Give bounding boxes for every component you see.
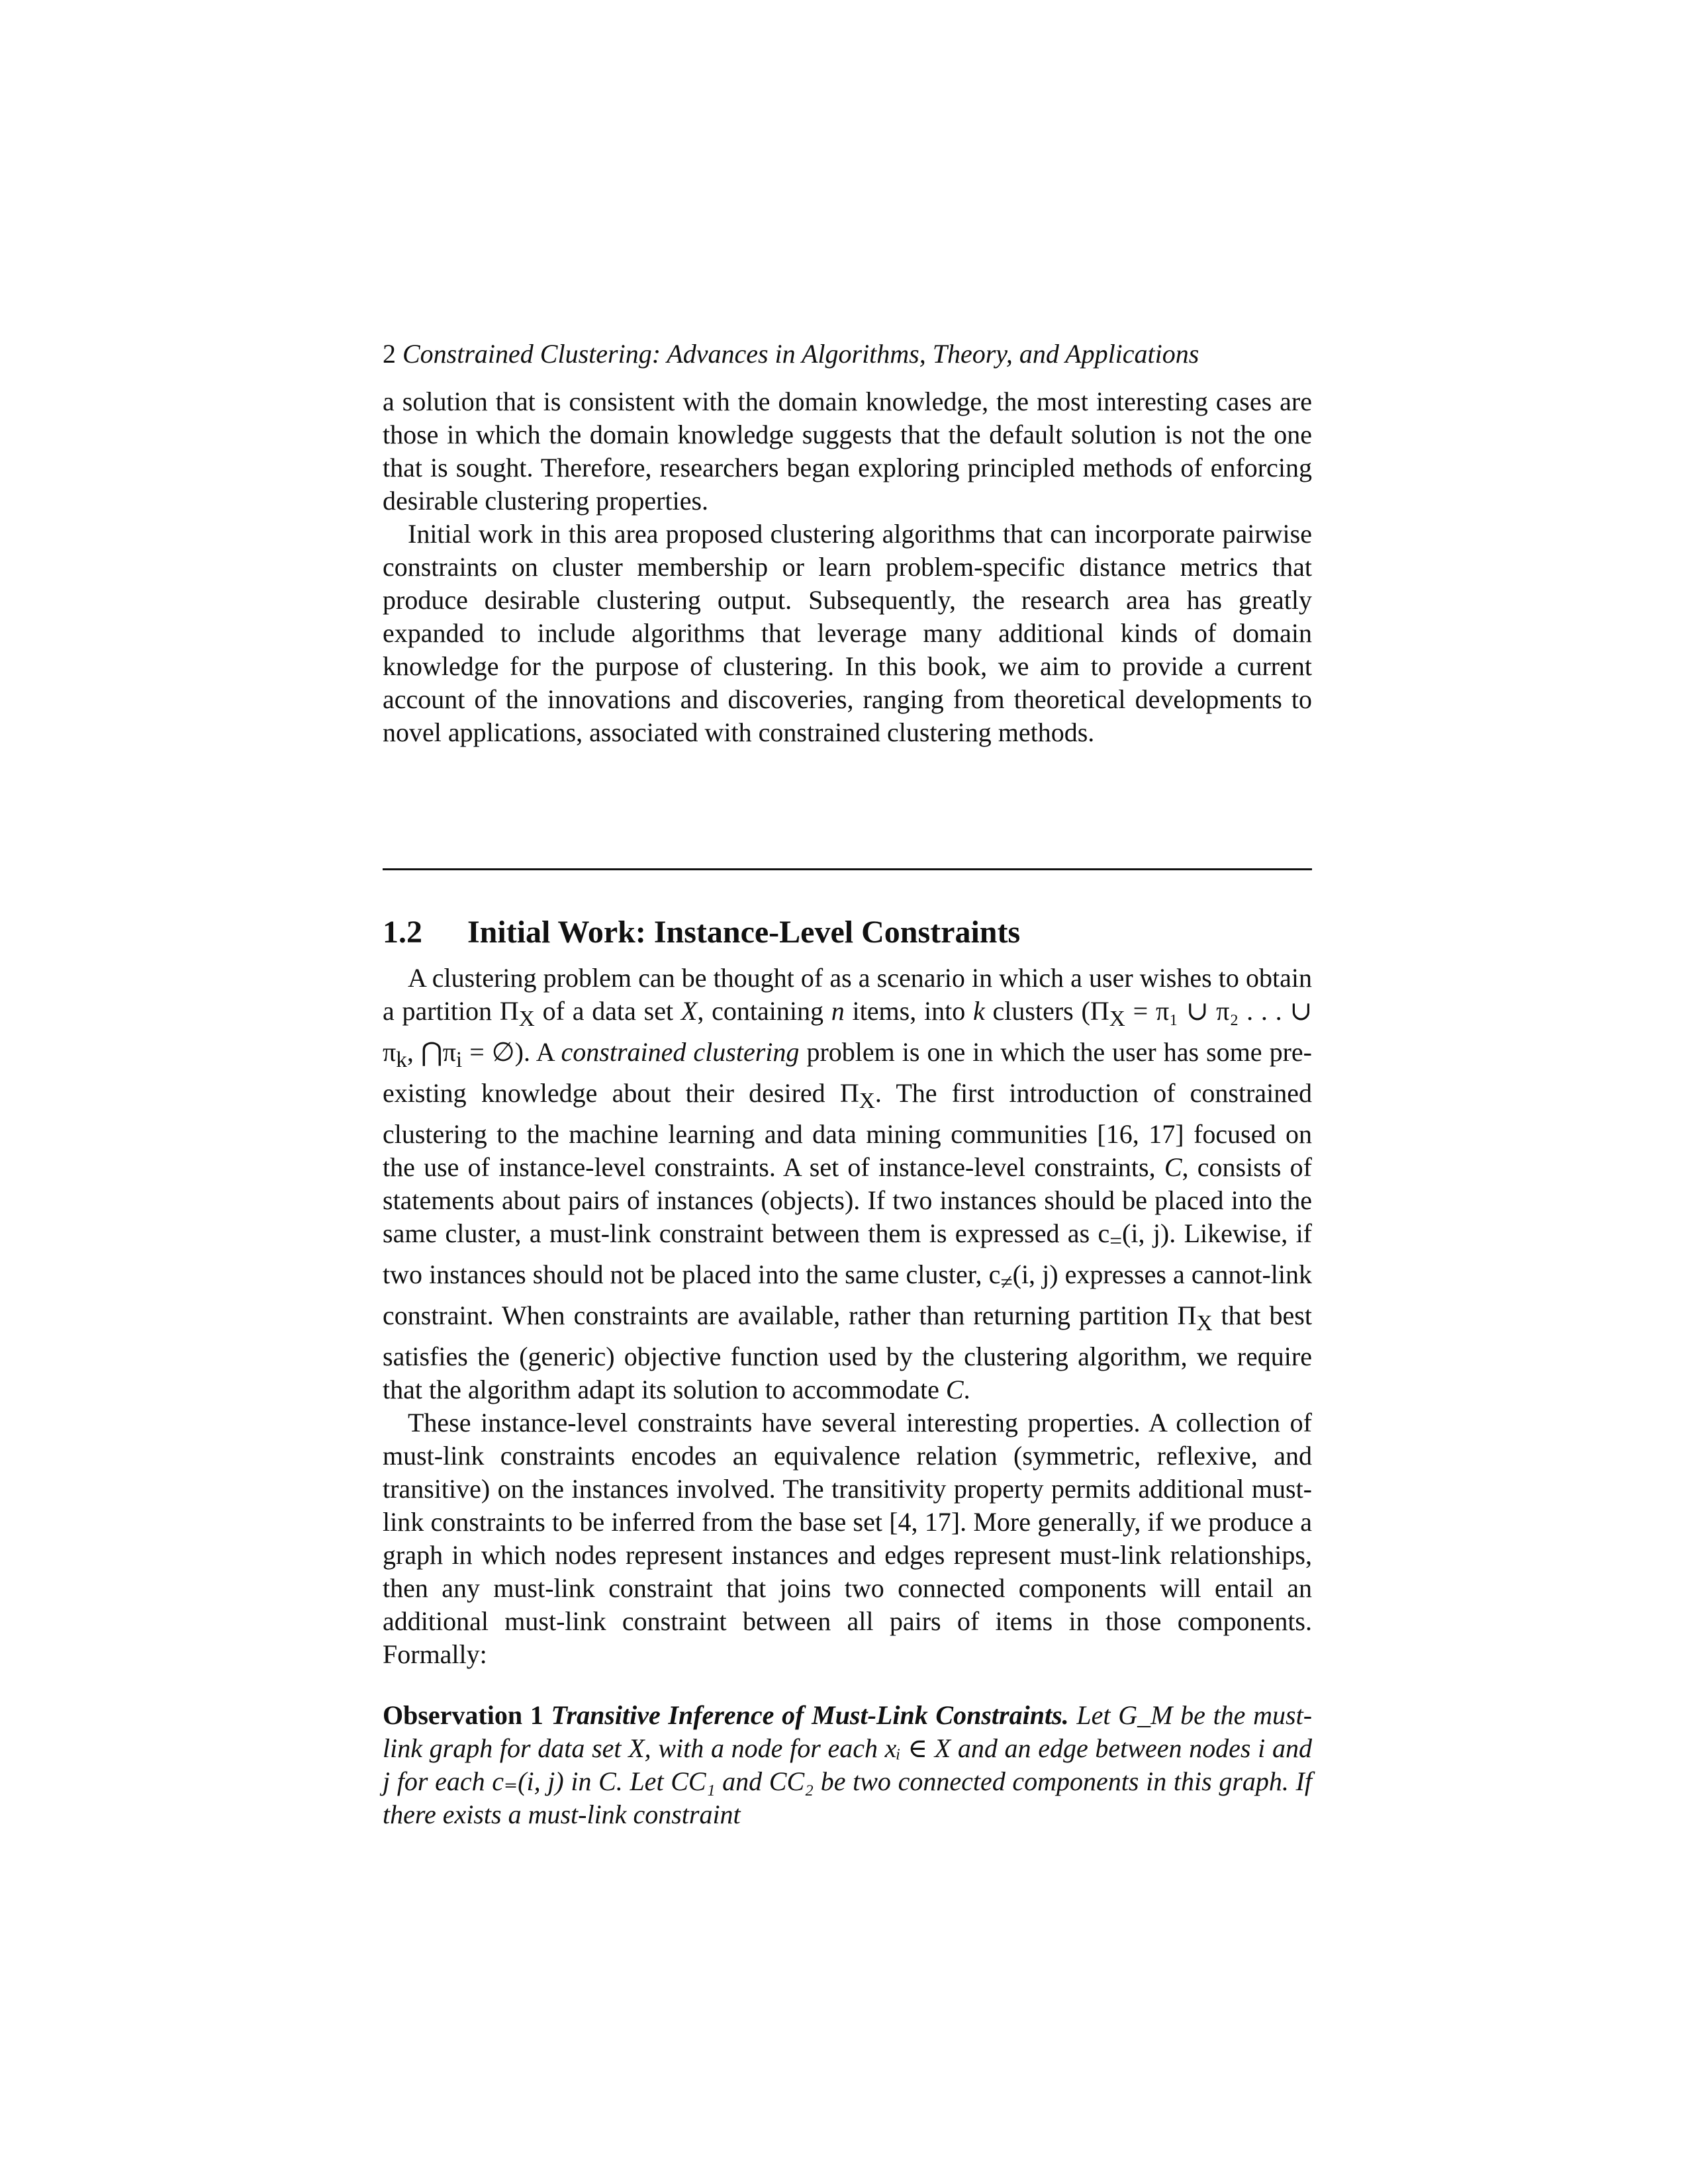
- observation-body: Let G_M be the must-link graph for data set X, with a node for each xᵢ ∈ X and an edge between nodes i and j for each c₌(i, j) in C. Let CC₁ and CC₂ be two connected components in this graph. If there exists a must-link constraint: [383, 1700, 1313, 1829]
- running-head: [383, 338, 1312, 371]
- intro-paragraph-2: Initial work in this area proposed clustering algorithms that can incorporate pairwise constraints on cluster membership or learn problem-specific distance metrics that produce desirable clustering output. Subsequently, the research area has greatly expanded to include algorithms that leverage many additional kinds of domain knowledge for the purpose of clustering. In this book, we aim to provide a current account of the innovations and discoveries, ranging from theoretical developments to novel applications, associated with constrained clustering methods.: [383, 519, 1312, 747]
- constrained-clustering-term: constrained clustering: [561, 1037, 800, 1067]
- section-divider: [383, 868, 1312, 870]
- observation-label: Observation 1: [383, 1700, 543, 1730]
- section-title: Initial Work: Instance-Level Constraints: [467, 915, 1021, 950]
- intro-paragraph-1: a solution that is consistent with the domain knowledge, the most interesting cases are those in which the domain knowledge suggests that the default solution is not the one that is sought. Therefore, researchers began exploring principled methods of enforcing desirable clustering properties.: [383, 387, 1312, 516]
- section-paragraph-1: A clustering problem can be thought of as a scenario in which a user wishes to obtain a partition $\Pi_X$ of a data set X, containing n items, into k clusters ($\Pi_X = \pi_1$ ∪ π₂ . . . ∪ $\pi_k$, $⋂\pi_i$ = ∅). A constrained clustering problem is one in which the user has some pre-existing knowledge about their desired $\Pi_X$. The first introduction of constrained clustering to the machine learning and data mining communities [16, 17] focused on the use of instance-level constraints. A set of instance-level constraints, C, consists of statements about pairs of instances (objects). If two instances should be placed into the same cluster, a must-link constraint between them is expressed as $c_=(i$, j). Likewise, if two instances should not be placed into the same cluster, $c_\ne(i$, j) expresses a cannot-link constraint. When constraints are available, rather than returning partition $\Pi_X$ that best satisfies the (generic) objective function used by the clustering algorithm, we require that the algorithm adapt its solution to accommodate C.: [383, 963, 1313, 1404]
- section-heading: [383, 913, 1312, 952]
- section-number: 1.2: [383, 915, 422, 950]
- observation-title: Transitive Inference of Must-Link Constraints.: [551, 1700, 1069, 1730]
- page-content: [383, 338, 1312, 1831]
- section-paragraph-2: These instance-level constraints have several interesting properties. A collection of must-link constraints encodes an equivalence relation (symmetric, reflexive, and transitive) on the instances involved. The transitivity property permits additional must-link constraints to be inferred from the base set [4, 17]. More generally, if we produce a graph in which nodes represent instances and edges represent must-link relationships, then any must-link constraint that joins two connected components will entail an additional must-link constraint between all pairs of items in those components. Formally:: [383, 1408, 1312, 1669]
- page-number: 2: [383, 339, 396, 369]
- observation-1: [383, 1699, 1312, 1831]
- book-title: Constrained Clustering: Advances in Algorithms, Theory, and Applications: [402, 339, 1199, 369]
